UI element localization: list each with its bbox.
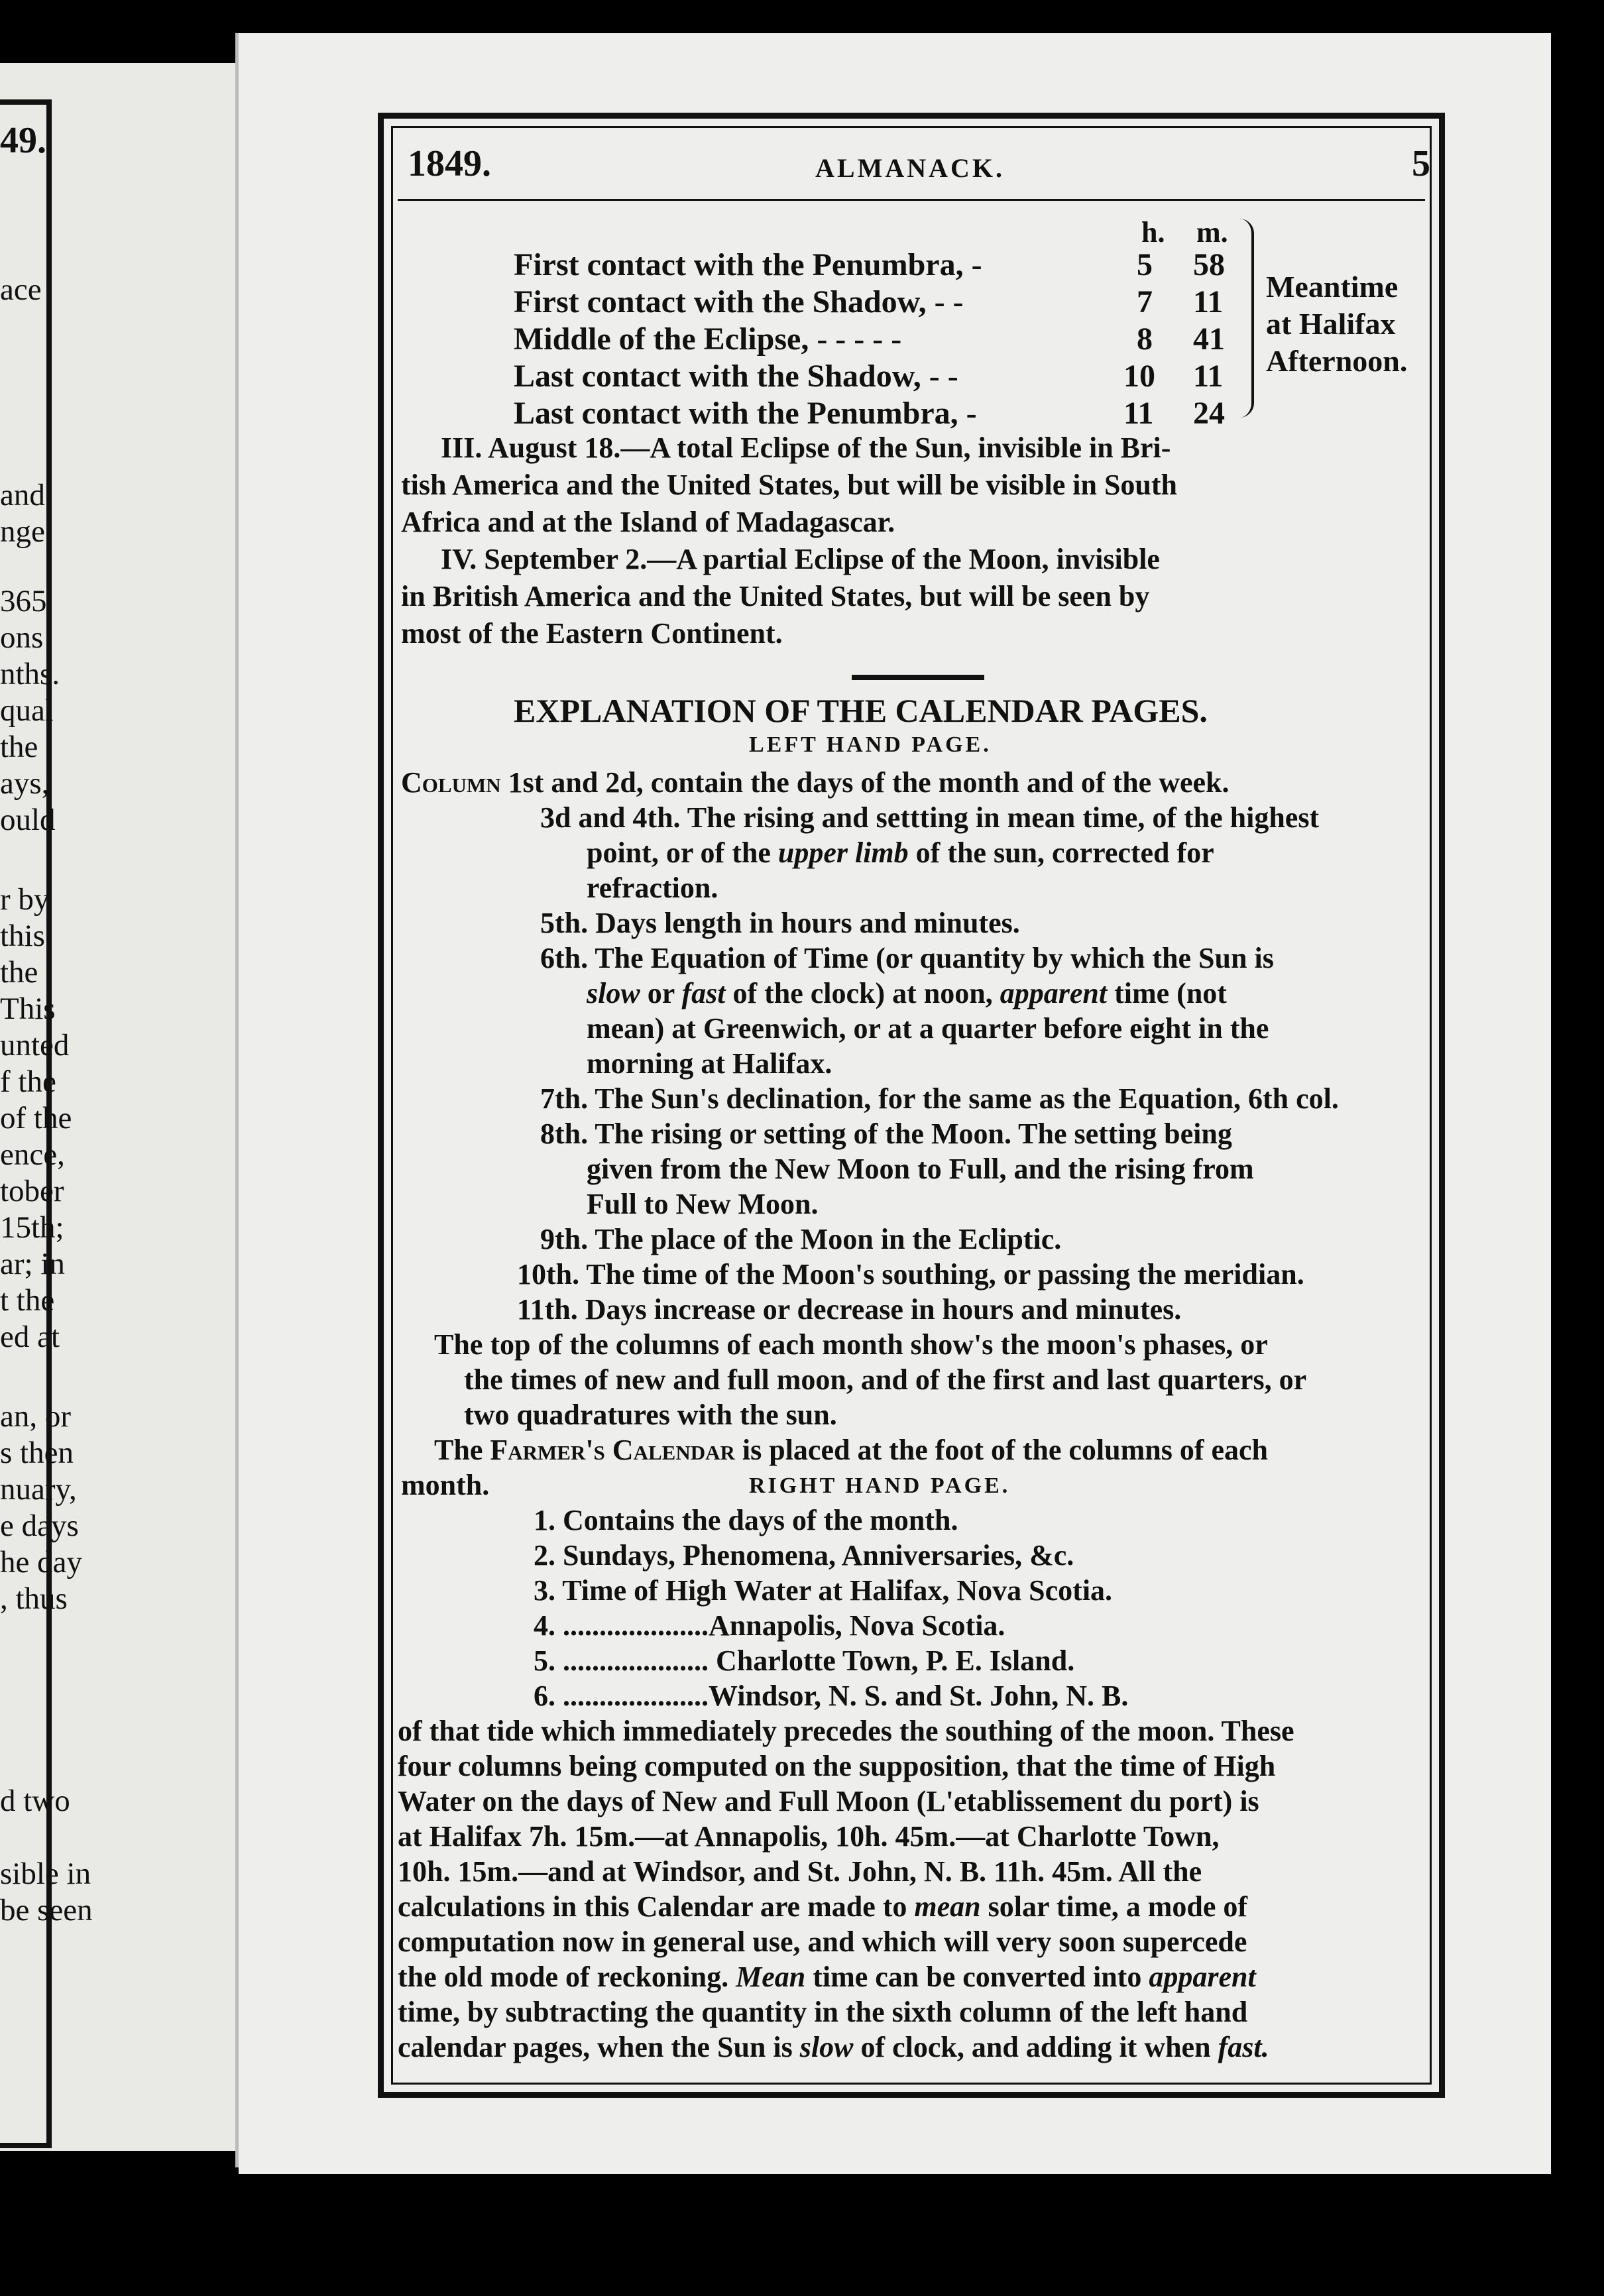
explanation-line: the times of new and full moon, and of the first and last quarters, or: [464, 1363, 1307, 1396]
text-run: of clock, and adding it when: [853, 2031, 1218, 2063]
tide-paragraph-line: Water on the days of New and Full Moon (L'etablissement du port) is: [398, 1785, 1259, 1817]
facing-page-fragment: ace: [0, 272, 42, 307]
eclipse-row-label: First contact with the Penumbra, -: [514, 247, 982, 282]
explanation-line: given from the New Moon to Full, and the rising from: [587, 1153, 1254, 1185]
facing-page-fragment: 365: [0, 584, 47, 618]
explanation-line: 10th. The time of the Moon's southing, or passing the meridian.: [517, 1258, 1304, 1291]
text-run: time can be converted into: [805, 1961, 1149, 1993]
facing-page-fragment: 15th;: [0, 1210, 64, 1245]
explanation-line: Full to New Moon.: [587, 1188, 819, 1220]
eclipse-row-label: Middle of the Eclipse, - - - - -: [514, 321, 902, 357]
explanation-line: 7th. The Sun's declination, for the same as the Equation, 6th col.: [540, 1082, 1339, 1115]
explanation-line: 6th. The Equation of Time (or quantity by which the Sun is: [540, 942, 1274, 974]
eclipse-row-hours: 10: [1123, 359, 1155, 394]
facing-page-fragment: t the: [0, 1283, 55, 1318]
eclipse-row-label: Last contact with the Shadow, - -: [514, 359, 958, 394]
eclipse-row-hours: 8: [1137, 321, 1153, 357]
meantime-note-line: Meantime: [1266, 270, 1399, 304]
eclipse-paragraph-line: IV. September 2.—A partial Eclipse of the Moon, invisible: [441, 543, 1160, 575]
small-caps-text: Farmer's Calendar: [490, 1434, 735, 1466]
eclipse-row-minutes: 41: [1193, 321, 1225, 357]
text-run: the old mode of reckoning.: [398, 1961, 736, 1993]
facing-page-fragment: the: [0, 730, 38, 764]
explanation-line: [401, 766, 1230, 799]
facing-page-fragment: ons: [0, 620, 44, 655]
italic-text: apparent: [1000, 977, 1108, 1009]
header-rule: [398, 199, 1425, 201]
tide-paragraph-line: four columns being computed on the supposition, that the time of High: [398, 1750, 1276, 1782]
eclipse-paragraph-line: Africa and at the Island of Madagascar.: [401, 506, 895, 538]
facing-page-fragment: and: [0, 478, 45, 512]
text-run: of the sun, corrected for: [908, 836, 1214, 869]
meantime-note-line: Afternoon.: [1266, 344, 1408, 378]
text-run: is placed at the foot of the columns of each: [734, 1434, 1269, 1466]
eclipse-paragraph-line: in British America and the United States, but will be seen by: [401, 580, 1150, 612]
facing-page-fragment: ays,: [0, 766, 50, 801]
italic-text: mean: [914, 1890, 981, 1923]
eclipse-row-hours: 7: [1137, 284, 1153, 319]
facing-page-fragment: qual: [0, 693, 54, 728]
eclipse-row-hours: 11: [1123, 396, 1154, 431]
facing-page-fragment: unted: [0, 1028, 70, 1062]
text-run: solar time, a mode of: [980, 1890, 1248, 1923]
tide-paragraph-line: [398, 2030, 1269, 2064]
italic-text: slow: [587, 977, 640, 1009]
facing-page-fragment: r by: [0, 882, 50, 917]
facing-page-fragment: sible in: [0, 1857, 91, 1891]
facing-page-fragment: ar; in: [0, 1247, 65, 1281]
explanation-line: [587, 836, 1214, 870]
right-page-item: 3. Time of High Water at Halifax, Nova Scotia.: [534, 1574, 1113, 1607]
text-run: The: [434, 1434, 490, 1466]
text-run: calendar pages, when the Sun is: [398, 2031, 800, 2063]
brace: [1239, 219, 1254, 418]
explanation-line: two quadratures with the sun.: [464, 1399, 837, 1431]
facing-page-fragment: ould: [0, 803, 56, 837]
italic-text: upper limb: [777, 836, 909, 869]
meantime-note: [1266, 268, 1407, 380]
facing-page-fragment: f the: [0, 1064, 56, 1099]
eclipse-paragraph-line: tish America and the United States, but will be visible in South: [401, 469, 1178, 501]
explanation-line: morning at Halifax.: [587, 1047, 832, 1080]
italic-text: Mean: [736, 1961, 806, 1993]
tide-paragraph-line: at Halifax 7h. 15m.—at Annapolis, 10h. 45m.—at Charlotte Town,: [398, 1820, 1220, 1853]
explanation-line: 8th. The rising or setting of the Moon. The setting being: [540, 1118, 1232, 1150]
eclipse-row-label: First contact with the Shadow, - -: [514, 284, 964, 319]
facing-page: [0, 63, 235, 2151]
text-run: or: [640, 977, 682, 1009]
right-page-item: 2. Sundays, Phenomena, Anniversaries, &c.: [534, 1539, 1074, 1572]
header-year: 1849.: [408, 143, 491, 184]
italic-text: slow: [799, 2031, 854, 2063]
section-heading: EXPLANATION OF THE CALENDAR PAGES.: [514, 692, 1208, 729]
facing-page-fragment: s then: [0, 1436, 74, 1470]
facing-page-fragment: he day: [0, 1545, 82, 1579]
right-page-item: 4. ....................Annapolis, Nova Scotia.: [534, 1609, 1005, 1642]
explanation-text: 1st and 2d, contain the days of the month and of the week.: [508, 766, 1230, 799]
facing-page-fragment: ence,: [0, 1137, 65, 1172]
italic-text: fast.: [1218, 2031, 1269, 2063]
tide-paragraph-line: [398, 1960, 1256, 1994]
text-run: calculations in this Calendar are made to: [398, 1890, 915, 1923]
left-hand-page-heading: LEFT HAND PAGE.: [749, 732, 992, 757]
explanation-line: 11th. Days increase or decrease in hours and minutes.: [517, 1293, 1182, 1326]
explanation-line: 9th. The place of the Moon in the Ecliptic.: [540, 1223, 1062, 1255]
explanation-line: 3d and 4th. The rising and settting in mean time, of the highest: [540, 801, 1320, 834]
hours-label: h.: [1141, 216, 1165, 249]
facing-page-fragment: this: [0, 919, 45, 953]
facing-page-fragment: e days: [0, 1509, 79, 1543]
facing-page-header: 49.: [0, 120, 46, 161]
page-number: 5: [1412, 143, 1430, 184]
explanation-line: The top of the columns of each month show's the moon's phases, or: [434, 1328, 1268, 1361]
eclipse-paragraph-line: most of the Eastern Continent.: [401, 617, 783, 650]
explanation-line: 5th. Days length in hours and minutes.: [540, 907, 1020, 939]
eclipse-paragraph-line: III. August 18.—A total Eclipse of the Sun, invisible in Bri-: [441, 431, 1171, 464]
facing-page-fragment: tober: [0, 1174, 64, 1208]
facing-page-fragment: be seen: [0, 1893, 93, 1927]
italic-text: apparent: [1149, 1961, 1256, 1993]
eclipse-row-hours: 5: [1137, 247, 1153, 282]
section-divider: [852, 675, 984, 680]
tide-paragraph-line: time, by subtracting the quantity in the sixth column of the left hand: [398, 1996, 1248, 2028]
facing-page-fragment: , thus: [0, 1581, 68, 1616]
explanation-line: mean) at Greenwich, or at a quarter before eight in the: [587, 1012, 1269, 1045]
facing-page-fragment: This: [0, 992, 56, 1026]
eclipse-row-minutes: 58: [1193, 247, 1225, 282]
tide-paragraph-line: [398, 1890, 1247, 1923]
right-page-item: 5. .................... Charlotte Town, P. E. Island.: [534, 1644, 1075, 1677]
facing-page-fragment: ed at: [0, 1320, 60, 1354]
italic-text: fast: [681, 977, 726, 1009]
tide-paragraph-line: computation now in general use, and which will very soon supercede: [398, 1925, 1247, 1958]
text-run: point, or of the: [587, 836, 778, 869]
explanation-line: [587, 976, 1227, 1010]
facing-page-fragment: of the: [0, 1101, 72, 1135]
facing-page-fragment: nths.: [0, 657, 60, 691]
tide-paragraph-line: 10h. 15m.—and at Windsor, and St. John, N. B. 11h. 45m. All the: [398, 1855, 1202, 1888]
facing-page-fragment: the: [0, 955, 38, 990]
facing-page-fragment: nge: [0, 514, 45, 549]
facing-page-fragment: nuary,: [0, 1472, 77, 1507]
eclipse-row-minutes: 11: [1193, 284, 1224, 319]
column-label: Column: [401, 766, 501, 799]
explanation-line: [434, 1433, 1268, 1467]
right-hand-page-heading: RIGHT HAND PAGE.: [749, 1473, 1011, 1498]
facing-page-fragment: an, or: [0, 1399, 72, 1434]
text-run: of the clock) at noon,: [725, 977, 1000, 1009]
explanation-line: month.: [401, 1469, 490, 1501]
tide-paragraph-line: of that tide which immediately precedes the southing of the moon. These: [398, 1715, 1294, 1747]
header-title: ALMANACK.: [815, 153, 1005, 183]
eclipse-row-minutes: 24: [1193, 396, 1225, 431]
text-run: time (not: [1107, 977, 1227, 1009]
right-page-item: 6. ....................Windsor, N. S. and St. John, N. B.: [534, 1680, 1129, 1712]
eclipse-row-minutes: 11: [1193, 359, 1224, 394]
minutes-label: m.: [1196, 216, 1228, 249]
right-page-item: 1. Contains the days of the month.: [534, 1504, 958, 1536]
explanation-line: refraction.: [587, 872, 718, 904]
facing-page-fragment: d two: [0, 1784, 70, 1818]
eclipse-row-label: Last contact with the Penumbra, -: [514, 396, 977, 431]
meantime-note-line: at Halifax: [1266, 307, 1396, 341]
